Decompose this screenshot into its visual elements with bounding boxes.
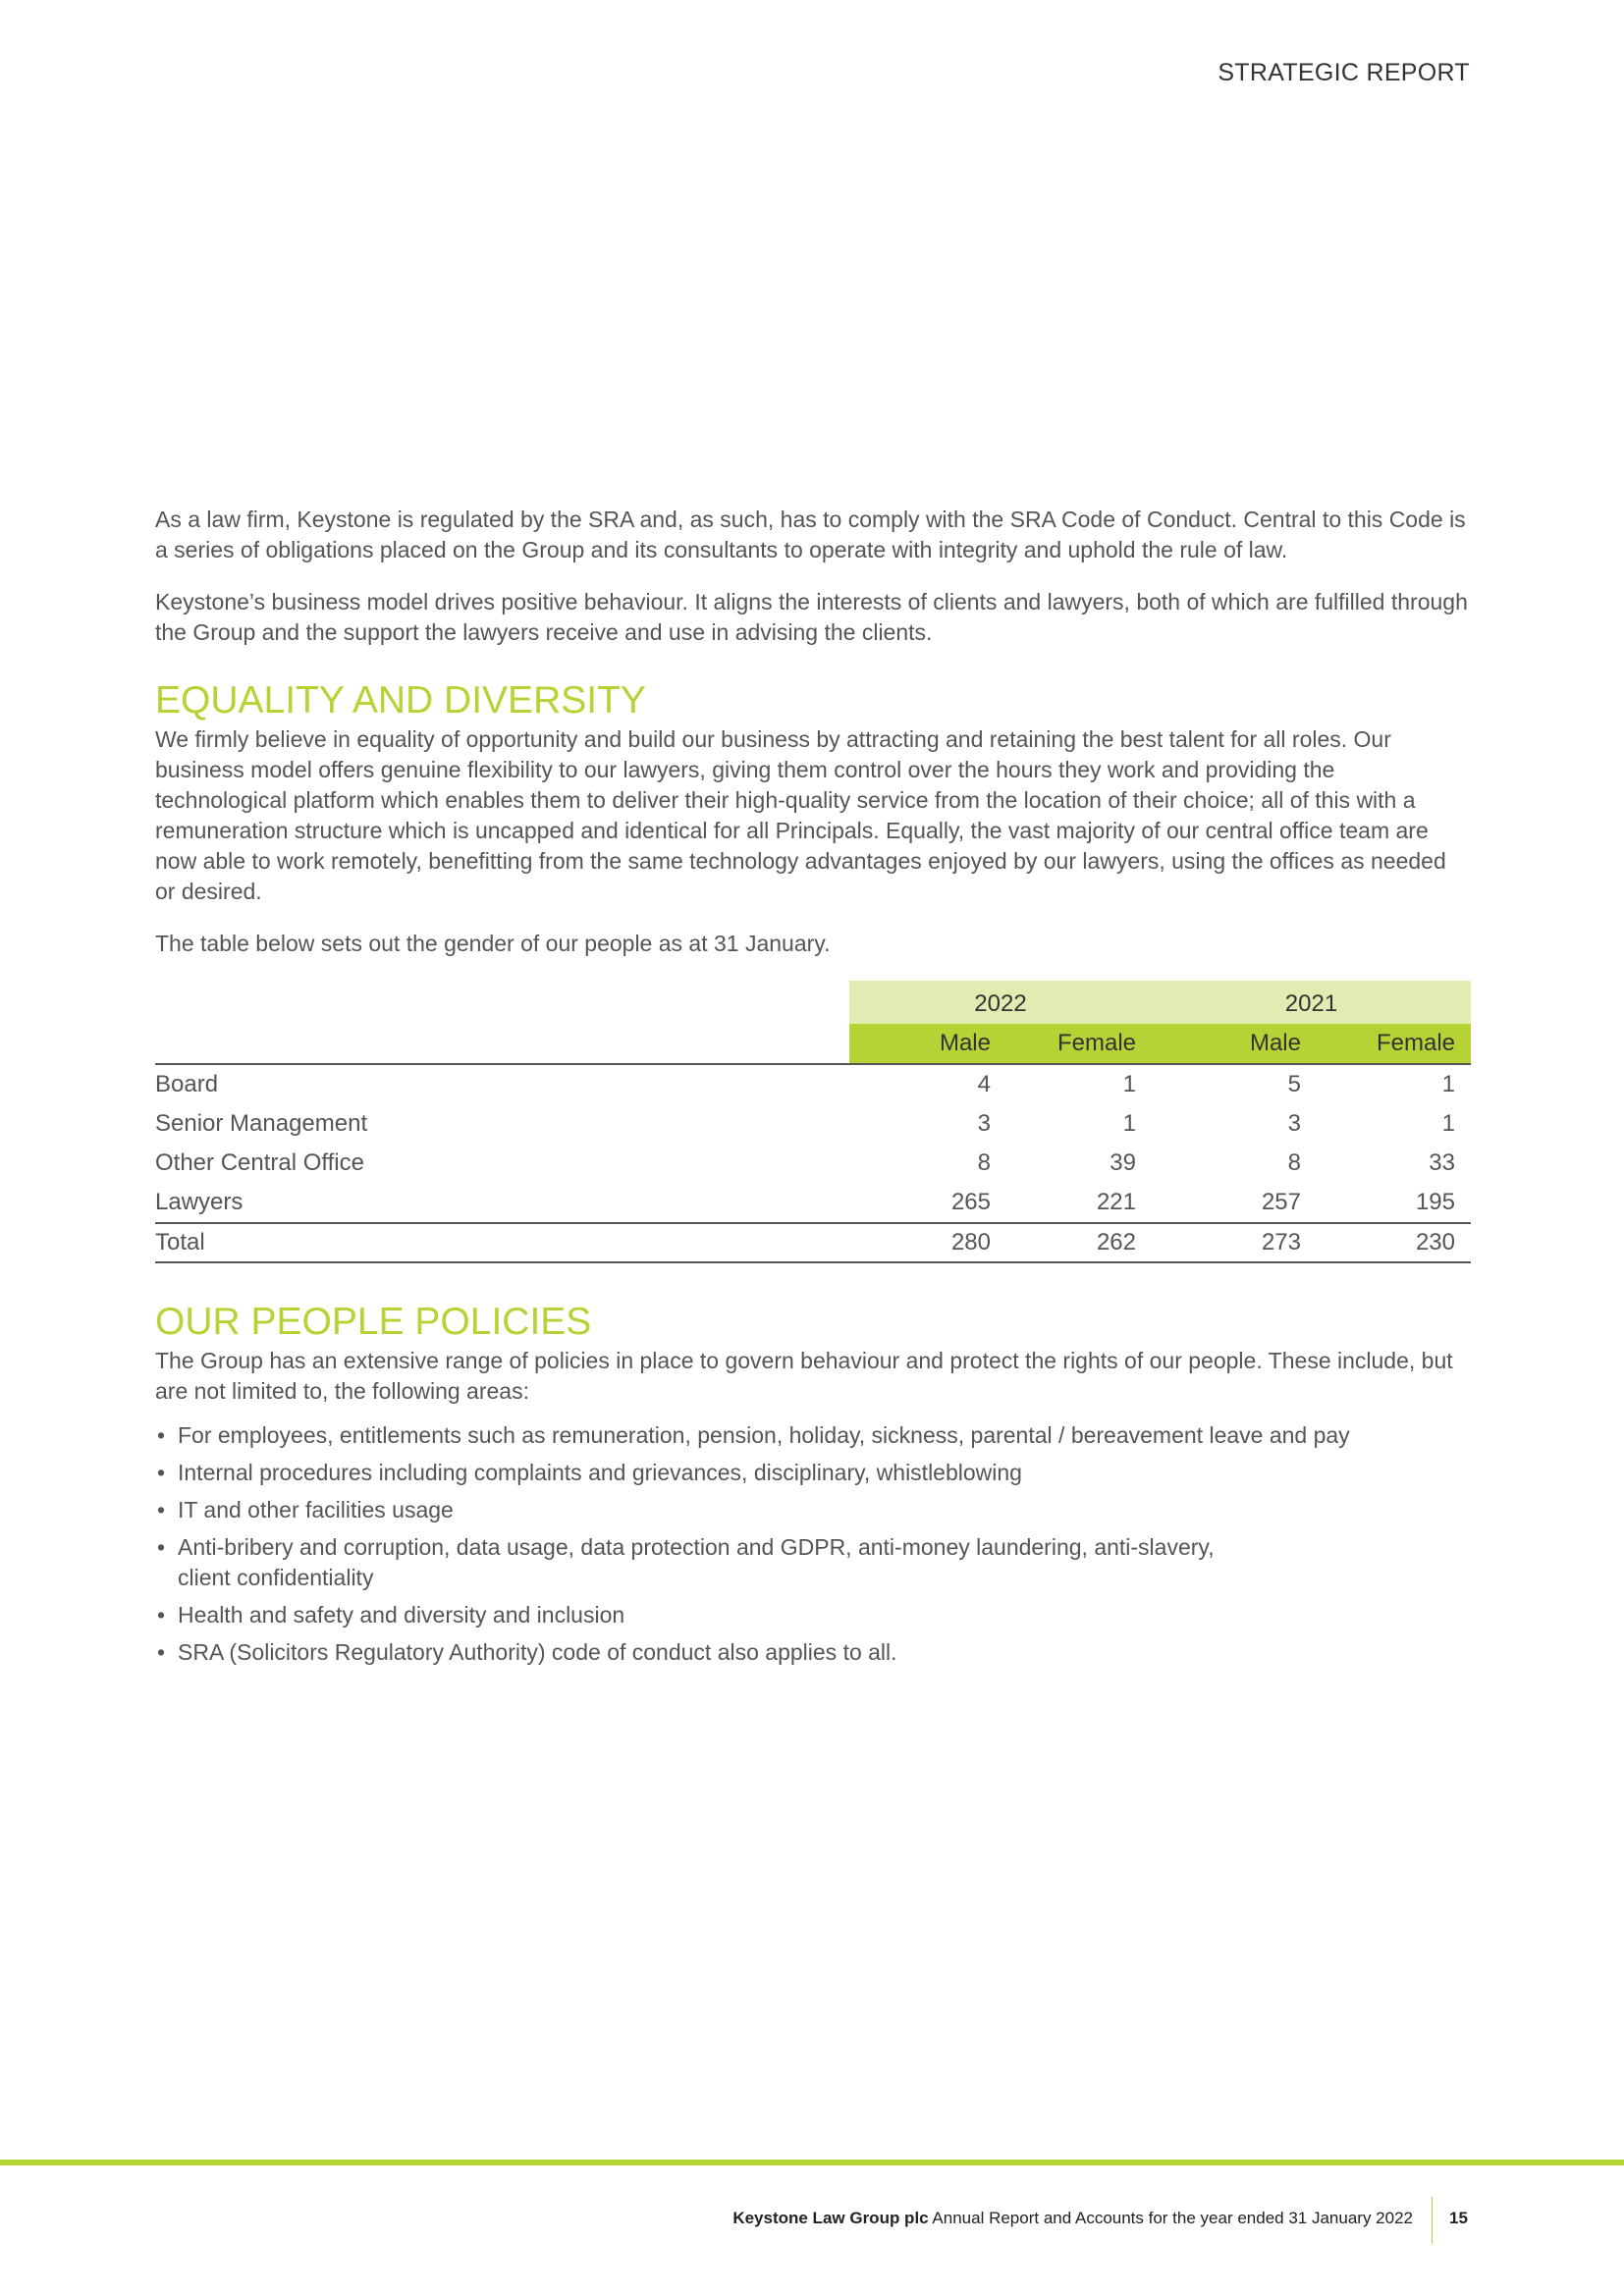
policies-heading: OUR PEOPLE POLICIES: [155, 1301, 592, 1343]
cell-female-2021: 33: [1429, 1149, 1455, 1176]
header-blank: [155, 981, 849, 1024]
page-number: 15: [1449, 2209, 1468, 2227]
gender-table: [155, 981, 1471, 1263]
table-row: [155, 1064, 1471, 1104]
footer-rule: [0, 2160, 1624, 2165]
intro-paragraph-1: As a law firm, Keystone is regulated by the SRA and, as such, has to comply with the SRA Code of Conduct. Central to this Code is a series of obligations placed on the Group and its consultants to operate with integrity and uphold the rule of law.: [155, 507, 1466, 562]
bullet-icon: •: [157, 1639, 166, 1665]
intro-paragraph-2: Keystone’s business model drives positive behaviour. It aligns the interests of clients and lawyers, both of which are fulfilled through the Group and the support the lawyers receive and use in advising the clients.: [155, 589, 1468, 645]
equality-heading: EQUALITY AND DIVERSITY: [155, 679, 646, 721]
footer-company: Keystone Law Group plc: [732, 2209, 929, 2227]
cell-female-2021: 195: [1415, 1189, 1455, 1215]
year-2022-header: 2022: [849, 981, 1152, 1024]
row-label: Senior Management: [155, 1110, 368, 1137]
section-label: STRATEGIC REPORT: [1218, 59, 1470, 86]
equality-paragraph: We firmly believe in equality of opportunity and build our business by attracting and retaining the best talent for all roles. Our business model offers genuine flexibility to our lawyers, giving them control over the hours they work and providing the technological platform which enables them to deliver their high-quality service from the location of their choice; all of this with a remuneration structure which is uncapped and identical for all Principals. Equally, the vast majority of our central office team are now able to work remotely, benefitting from the same technology advantages enjoyed by our lawyers, using the offices as needed or desired.: [155, 726, 1446, 904]
total-male-2021: 273: [1152, 1223, 1307, 1262]
bullet-icon: •: [157, 1534, 166, 1560]
list-item-text: IT and other facilities usage: [178, 1497, 454, 1522]
bullet-icon: •: [157, 1460, 166, 1485]
cell-male-2021: 3: [1287, 1110, 1301, 1137]
female-2021-header: Female: [1307, 1024, 1471, 1064]
bullet-icon: •: [157, 1422, 166, 1448]
cell-female-2022: 1: [1122, 1110, 1136, 1137]
table-row: [155, 1104, 1471, 1144]
total-female-2021: 230: [1307, 1223, 1471, 1262]
list-item-text: SRA (Solicitors Regulatory Authority) code of conduct also applies to all.: [178, 1639, 897, 1665]
header-blank: [155, 1024, 849, 1064]
cell-male-2021: 8: [1287, 1149, 1301, 1176]
list-item-text: For employees, entitlements such as remuneration, pension, holiday, sickness, parental / bereavement leave and pay: [178, 1422, 1350, 1448]
male-2021-header: Male: [1152, 1024, 1307, 1064]
cell-male-2022: 265: [950, 1189, 991, 1215]
cell-male-2022: 4: [977, 1071, 991, 1097]
bullet-icon: •: [157, 1602, 166, 1628]
table-total-row: [155, 1223, 1471, 1262]
cell-male-2022: 8: [977, 1149, 991, 1176]
cell-female-2021: 1: [1441, 1071, 1455, 1097]
female-2022-header: Female: [997, 1024, 1152, 1064]
list-item: [155, 1637, 1471, 1668]
footer-divider: [1432, 2197, 1433, 2244]
cell-female-2022: 221: [1096, 1189, 1136, 1215]
list-item: [155, 1458, 1471, 1488]
cell-male-2021: 257: [1261, 1189, 1301, 1215]
list-item: [155, 1495, 1471, 1525]
row-label: Other Central Office: [155, 1149, 364, 1176]
year-2021-header: 2021: [1152, 981, 1471, 1024]
cell-female-2022: 1: [1122, 1071, 1136, 1097]
table-intro: The table below sets out the gender of our people as at 31 January.: [155, 931, 831, 956]
cell-female-2021: 1: [1441, 1110, 1455, 1137]
year-header-row: [155, 981, 1471, 1024]
total-label: Total: [155, 1223, 849, 1262]
footer-report-title: Annual Report and Accounts for the year ended 31 January 2022: [932, 2209, 1413, 2227]
list-item-text: Health and safety and diversity and inclusion: [178, 1602, 625, 1628]
cell-female-2022: 39: [1110, 1149, 1136, 1176]
male-2022-header: Male: [849, 1024, 997, 1064]
row-label: Board: [155, 1071, 219, 1097]
table-row: [155, 1183, 1471, 1223]
footer-caption: [732, 2209, 1413, 2228]
row-label: Lawyers: [155, 1189, 244, 1215]
total-male-2022: 280: [849, 1223, 997, 1262]
list-item: [155, 1532, 1471, 1593]
main-content: [155, 505, 1471, 1675]
list-item: [155, 1600, 1471, 1630]
policies-intro: The Group has an extensive range of policies in place to govern behaviour and protect the rights of our people. These include, but are not limited to, the following areas:: [155, 1348, 1453, 1404]
total-female-2022: 262: [997, 1223, 1152, 1262]
bullet-icon: •: [157, 1497, 166, 1522]
list-item-text: Internal procedures including complaints and grievances, disciplinary, whistleblowing: [178, 1460, 1022, 1485]
policies-list: [155, 1420, 1471, 1668]
list-item: [155, 1420, 1471, 1451]
table-row: [155, 1144, 1471, 1183]
cell-male-2021: 5: [1287, 1071, 1301, 1097]
gender-header-row: [155, 1024, 1471, 1064]
cell-male-2022: 3: [977, 1110, 991, 1137]
list-item-text: Anti-bribery and corruption, data usage, data protection and GDPR, anti-money laundering, anti-slavery, client confidentiality: [178, 1534, 1215, 1590]
